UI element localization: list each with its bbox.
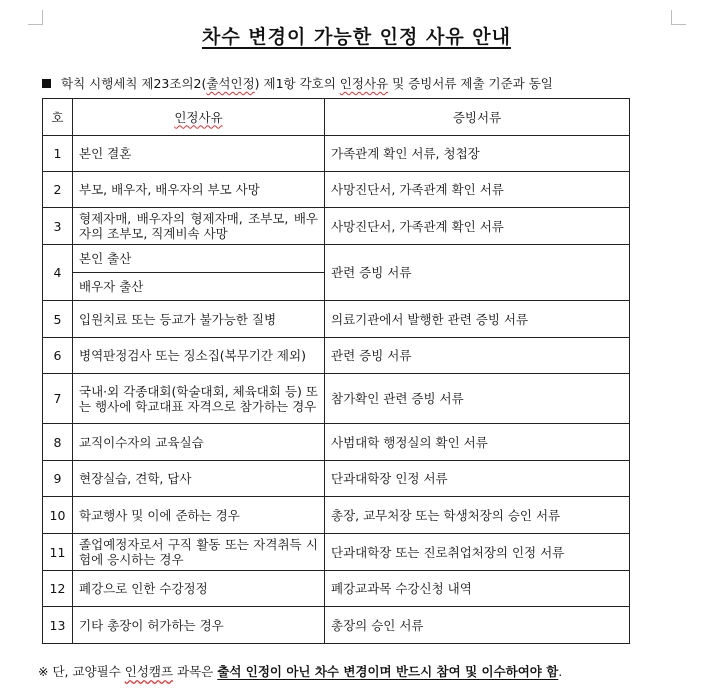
row-number-cell: 8: [43, 424, 73, 461]
table-row: [43, 136, 630, 172]
table-row: [43, 607, 630, 644]
table-cell: 본인 결혼: [73, 136, 325, 172]
table-header-row: [43, 99, 630, 136]
table-cell: 부모, 배우자, 배우자의 부모 사망: [73, 172, 325, 208]
table-cell: 현장실습, 견학, 답사: [73, 461, 325, 497]
table-row: [43, 374, 630, 424]
table-cell: 배우자 출산: [73, 273, 325, 301]
table-cell: 총장의 승인 서류: [325, 607, 630, 644]
table-row: [43, 208, 630, 245]
row-number-cell: 4: [43, 245, 73, 301]
table-cell: 사범대학 행정실의 확인 서류: [325, 424, 630, 461]
reason-table: [42, 98, 630, 644]
header-reason: 인정사유: [73, 99, 325, 136]
table-row: [43, 534, 630, 571]
row-number-cell: 6: [43, 338, 73, 374]
table-row: [43, 461, 630, 497]
table-cell: 병역판정검사 또는 징소집(복무기간 제외): [73, 338, 325, 374]
table-row: [43, 338, 630, 374]
header-no: 호: [43, 99, 73, 136]
table-cell: 학교행사 및 이에 준하는 경우: [73, 497, 325, 534]
row-number-cell: 5: [43, 301, 73, 338]
page-title: 차수 변경이 가능한 인정 사유 안내: [201, 26, 512, 48]
row-number-cell: 1: [43, 136, 73, 172]
table-cell: 입원치료 또는 등교가 불가능한 질병: [73, 301, 325, 338]
table-cell: 가족관계 확인 서류, 청첩장: [325, 136, 630, 172]
row-number-cell: 7: [43, 374, 73, 424]
header-docs: 증빙서류: [325, 99, 630, 136]
table-cell: 사망진단서, 가족관계 확인 서류: [325, 208, 630, 245]
table-cell: 관련 증빙 서류: [325, 338, 630, 374]
table-cell: 총장, 교무처장 또는 학생처장의 승인 서류: [325, 497, 630, 534]
row-number-cell: 12: [43, 571, 73, 607]
row-number-cell: 10: [43, 497, 73, 534]
table-cell: 국내·외 각종대회(학술대회, 체육대회 등) 또는 행사에 학교대표 자격으로 참가하는 경우: [73, 374, 325, 424]
table-cell: 의료기관에서 발행한 관련 증빙 서류: [325, 301, 630, 338]
table-cell: 형제자매, 배우자의 형제자매, 조부모, 배우자의 조부모, 직계비속 사망: [73, 208, 325, 245]
row-number-cell: 11: [43, 534, 73, 571]
row-number-cell: 9: [43, 461, 73, 497]
table-cell: 관련 증빙 서류: [325, 245, 630, 301]
table-row: [43, 497, 630, 534]
square-bullet-icon: [42, 79, 51, 88]
row-number-cell: 2: [43, 172, 73, 208]
table-row: [43, 571, 630, 607]
table-row: [43, 424, 630, 461]
table-cell: 교직이수자의 교육실습: [73, 424, 325, 461]
table-row: [43, 172, 630, 208]
subtitle: 학칙 시행세칙 제23조의2(출석인정) 제1항 각호의 인정사유 및 증빙서류 제출 기준과 동일: [42, 74, 553, 92]
table-cell: 기타 총장이 허가하는 경우: [73, 607, 325, 644]
table-cell: 참가확인 관련 증빙 서류: [325, 374, 630, 424]
footnote: ※ 단, 교양필수 인성캠프 과목은 출석 인정이 아닌 차수 변경이며 반드시 참여 및 이수하여야 함.: [38, 664, 563, 679]
table-cell: 사망진단서, 가족관계 확인 서류: [325, 172, 630, 208]
table-cell: 본인 출산: [73, 245, 325, 273]
row-number-cell: 3: [43, 208, 73, 245]
table-row: [43, 301, 630, 338]
table-cell: 졸업예정자로서 구직 활동 또는 자격취득 시험에 응시하는 경우: [73, 534, 325, 571]
row-number-cell: 13: [43, 607, 73, 644]
table-cell: 단과대학장 인정 서류: [325, 461, 630, 497]
table-cell: 폐강으로 인한 수강정정: [73, 571, 325, 607]
table-row: [43, 245, 630, 273]
table-cell: 폐강교과목 수강신청 내역: [325, 571, 630, 607]
table-cell: 단과대학장 또는 진로취업처장의 인정 서류: [325, 534, 630, 571]
